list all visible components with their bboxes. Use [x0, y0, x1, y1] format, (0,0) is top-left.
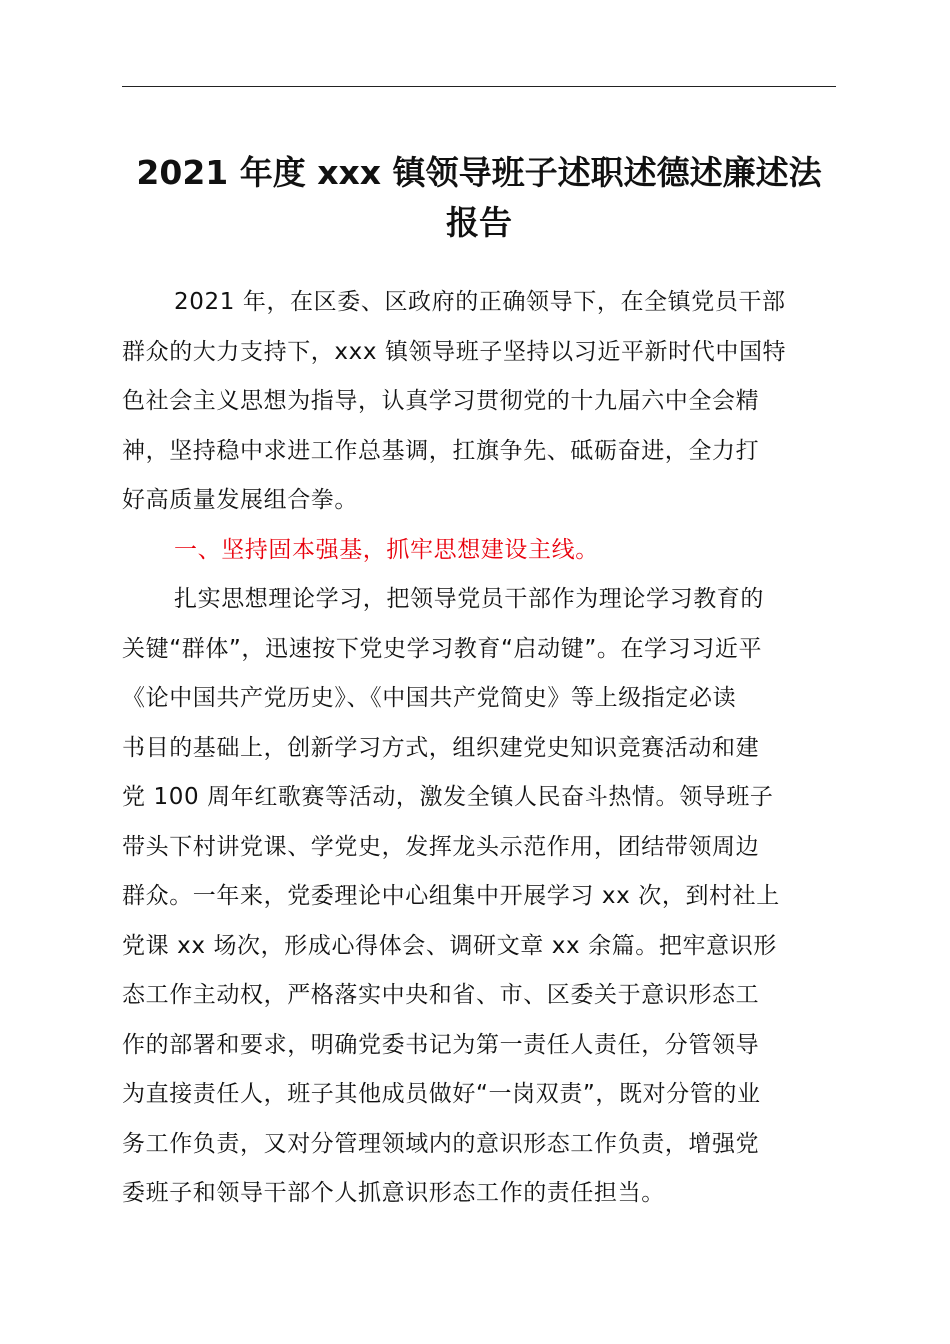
paragraph-line: 扎实思想理论学习，把领导党员干部作为理论学习教育的 — [174, 586, 764, 612]
paragraph-line: 好高质量发展组合拳。 — [122, 487, 358, 513]
document-body — [122, 278, 840, 1219]
title-line: 2021 年度 xxx 镇领导班子述职述德述廉述法 — [136, 153, 822, 192]
paragraph-line: 书目的基础上，创新学习方式，组织建党史知识竞赛活动和建 — [122, 734, 760, 761]
intro-paragraph — [122, 278, 840, 526]
paragraph-line: 党课 xx 场次，形成心得体会、调研文章 xx 余篇。把牢意识形 — [122, 932, 777, 959]
paragraph-line: 党 100 周年红歌赛等活动，激发全镇人民奋斗热情。领导班子 — [122, 784, 774, 810]
paragraph-line: 为直接责任人，班子其他成员做好“一岗双责”，既对分管的业 — [122, 1081, 761, 1107]
paragraph-line: 带头下村讲党课、学党史，发挥龙头示范作用，团结带领周边 — [122, 833, 760, 860]
paragraph-line: 作的部署和要求，明确党委书记为第一责任人责任，分管领导 — [122, 1031, 760, 1058]
title-line: 报告 — [446, 203, 512, 242]
paragraph-line: 态工作主动权，严格落实中央和省、市、区委关于意识形态工 — [122, 982, 760, 1008]
paragraph-line: 务工作负责，又对分管理领域内的意识形态工作负责，增强党 — [122, 1130, 760, 1157]
paragraph-line: 委班子和领导干部个人抓意识形态工作的责任担当。 — [122, 1180, 665, 1206]
paragraph-line: 色社会主义思想为指导，认真学习贯彻党的十九届六中全会精 — [122, 388, 760, 414]
paragraph-line: 群众的大力支持下，xxx 镇领导班子坚持以习近平新时代中国特 — [122, 338, 787, 365]
paragraph-line: 神，坚持稳中求进工作总基调，扛旗争先、砥砺奋进，全力打 — [122, 437, 760, 464]
header-divider — [122, 86, 836, 87]
paragraph-line: 群众。一年来，党委理论中心组集中开展学习 xx 次，到村社上 — [122, 883, 780, 909]
paragraph-line: 2021 年，在区委、区政府的正确领导下，在全镇党员干部 — [174, 289, 786, 315]
document-title — [118, 148, 840, 248]
section-heading: 一、坚持固本强基，抓牢思想建设主线。 — [174, 536, 599, 563]
section-paragraph — [122, 575, 840, 1219]
paragraph-line: 《论中国共产党历史》、《中国共产党简史》等上级指定必读 — [122, 685, 737, 711]
paragraph-line: 关键“群体”，迅速按下党史学习教育“启动键”。在学习习近平 — [122, 635, 763, 662]
